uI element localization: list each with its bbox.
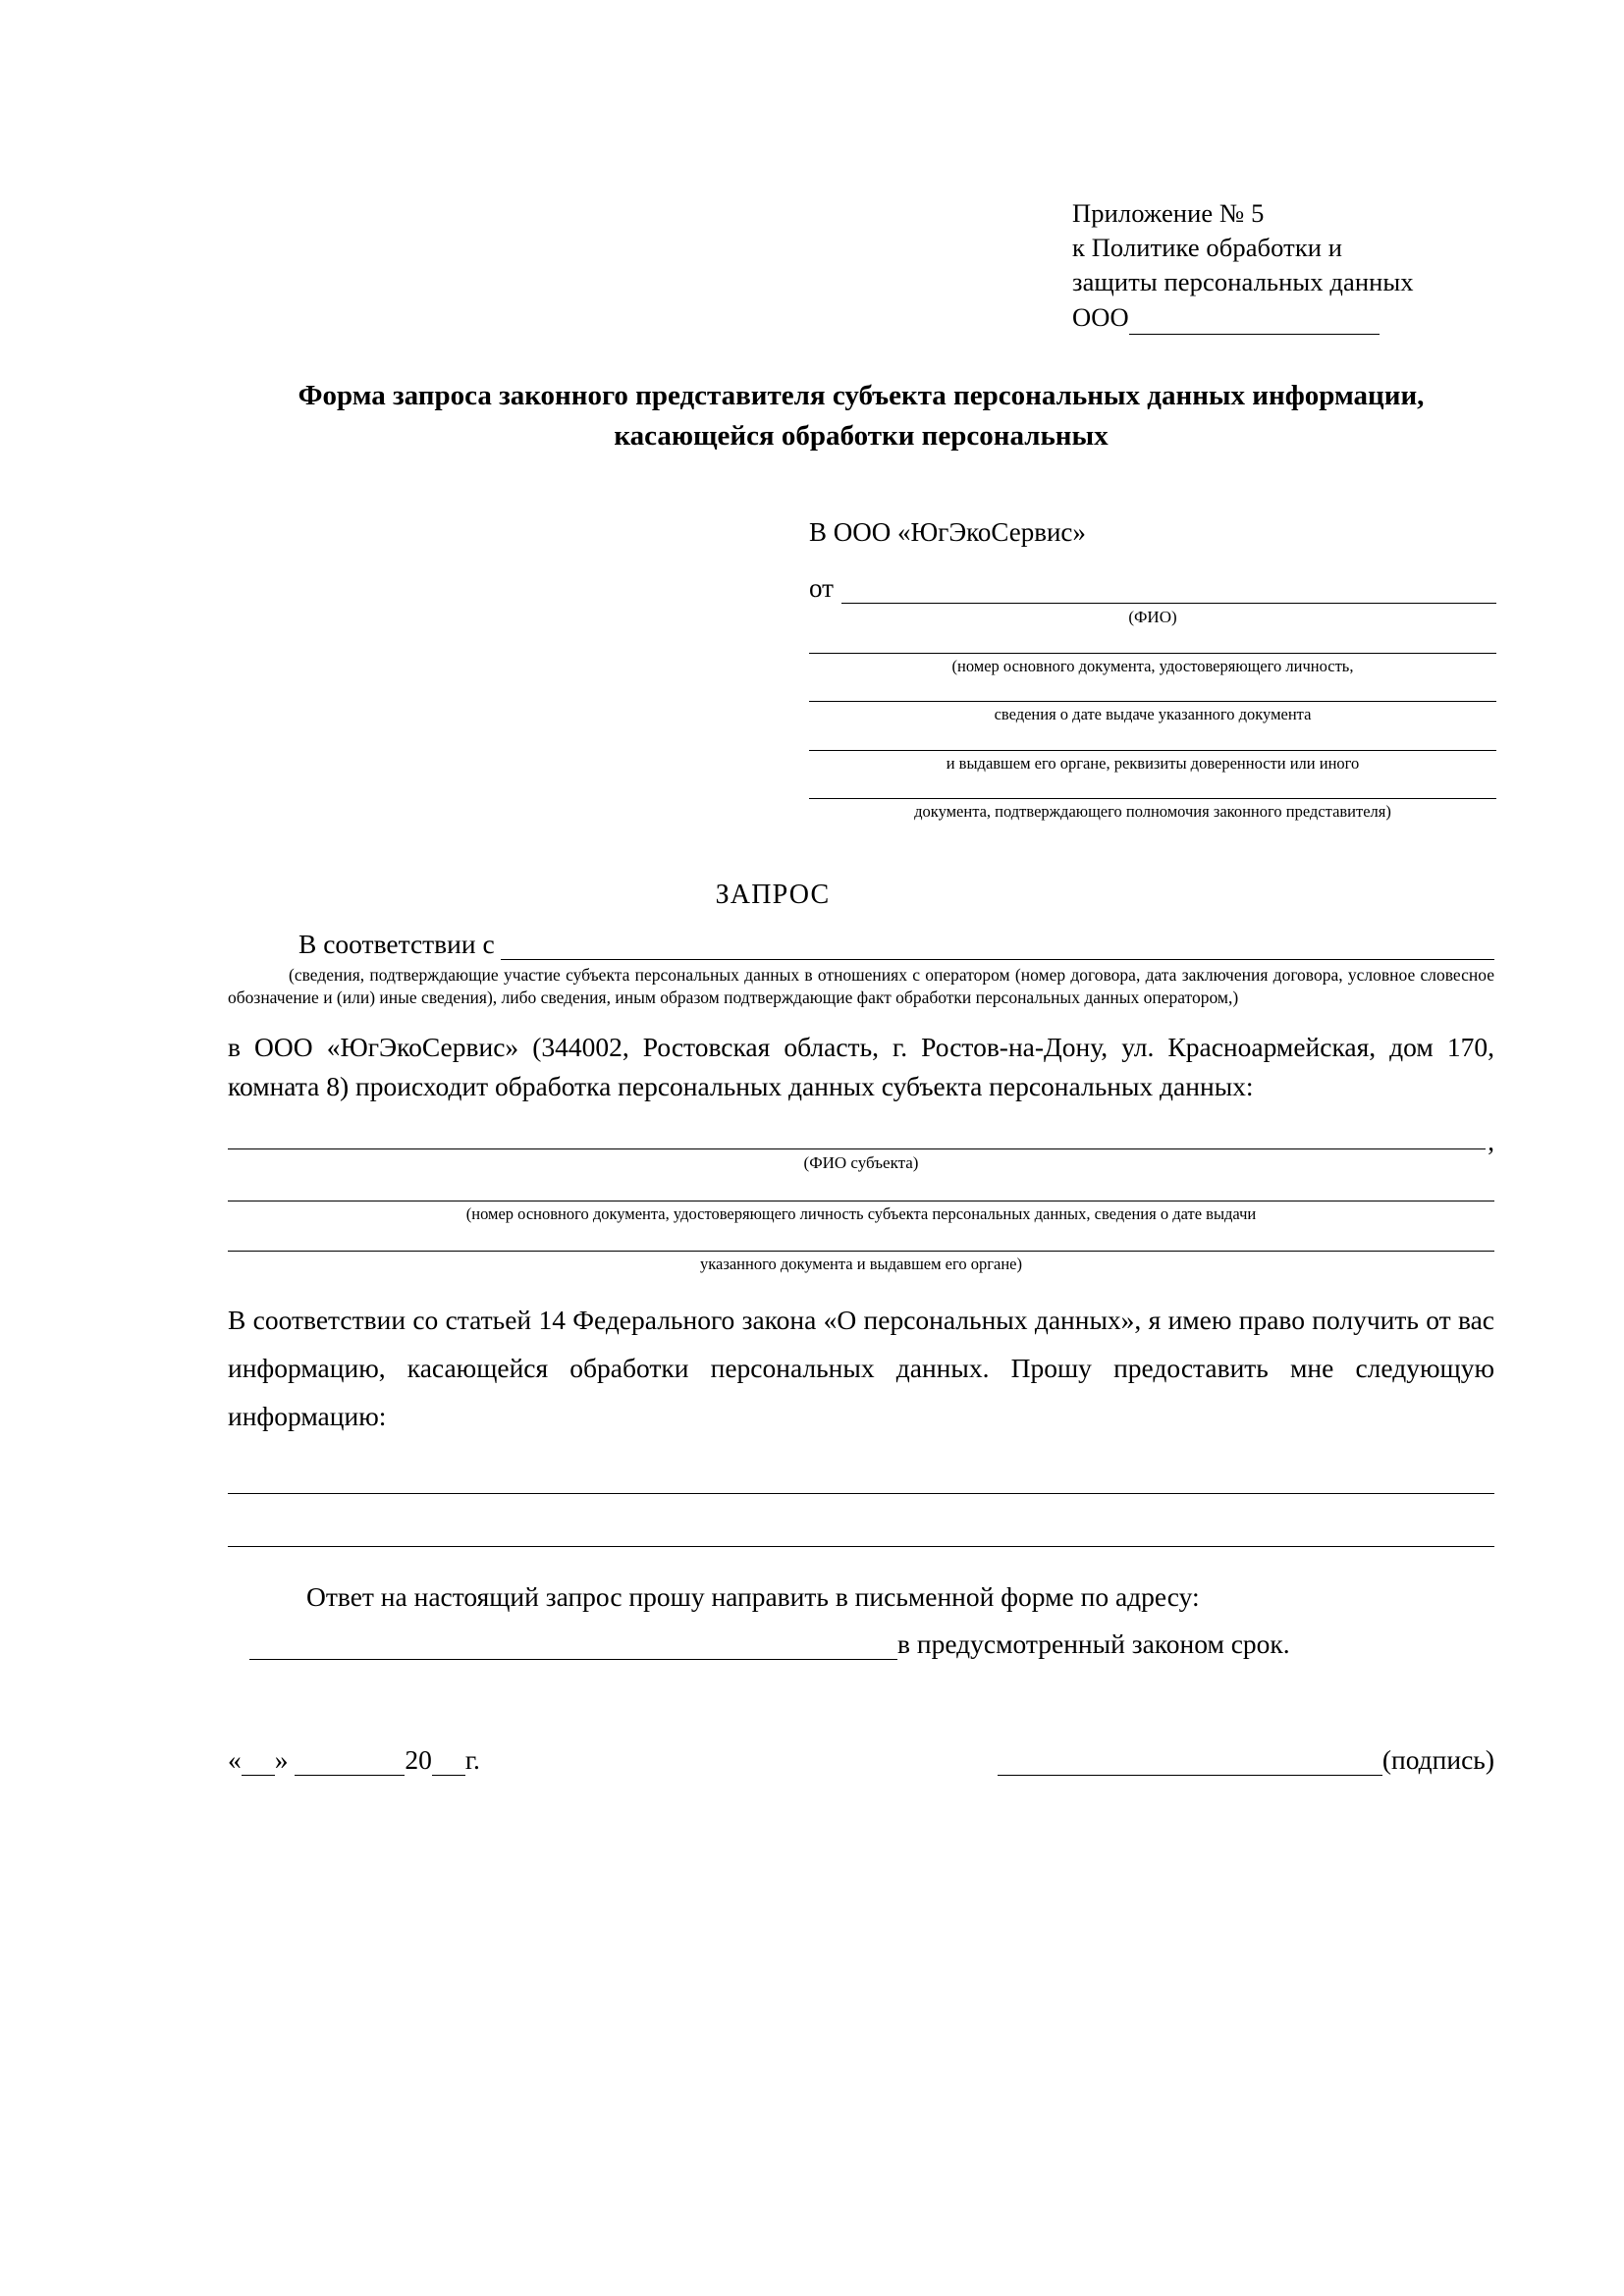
date-quote-close: » [274,1743,289,1775]
accordance-note-text: (сведения, подтверждающие участие субъекта персональных данных в отношениях с оператором (номер договора, дата заключения договора, условное словесное обозначение и (или) иные сведения), либо сведения, иным образом подтверждающие факт обработки персональных данных оператором,) [228,965,1494,1008]
date-day-blank [242,1749,275,1776]
date-month-blank [295,1749,405,1776]
caption-doc-3: и выдавшем его органе, реквизиты доверенности или иного [946,753,1360,773]
signature-field [998,1744,1494,1776]
doc-blank-4 [809,797,1496,799]
appendix-company-blank [1129,309,1380,335]
from-label: от [809,573,834,604]
document-body [228,196,1494,1776]
doc-blank-3 [809,749,1496,751]
date-year-suffix: г. [464,1743,480,1775]
from-row [809,573,1496,604]
addressee-company: В ООО «ЮгЭкоСервис» [809,517,1086,548]
date-year: 20 [405,1743,432,1775]
info-blank-1 [228,1492,1494,1494]
date-quote-open: « [228,1743,242,1775]
doc-blank-2 [809,700,1496,702]
appendix-line-2: к Политике обработки и [1072,233,1343,263]
subject-fio-row [228,1127,1494,1157]
signature-row [228,1744,1494,1776]
info-blank-2 [228,1545,1494,1547]
from-fio-blank [841,602,1496,604]
subject-fio-blank [228,1148,1486,1149]
caption-subject-fio: (ФИО субъекта) [803,1153,919,1173]
appendix-line-3: защиты персональных данных [1072,267,1414,297]
appendix-line-1: Приложение № 5 [1072,198,1265,228]
accordance-note [228,964,1494,1010]
caption-subject-doc-1: (номер основного документа, удостоверяющего личность субъекта персональных данных, сведения о дате выдачи [465,1203,1257,1223]
subject-doc-blank-1 [228,1200,1494,1201]
answer-paragraph: Ответ на настоящий запрос прошу направить в письменной форме по адресу: [306,1580,1200,1612]
page-title: Форма запроса законного представителя субъекта персональных данных информации, касающейся обработки персональных [298,379,1425,453]
answer-address-blank [249,1658,897,1660]
appendix-header [1072,196,1494,335]
accordance-blank [501,958,1494,960]
accordance-row [228,929,1494,960]
operator-paragraph: в ООО «ЮгЭкоСервис» (344002, Ростовская область, г. Ростов-на-Дону, ул. Красноармейская, дом 170, комната 8) происходит обработка персональных данных субъекта персональных данных: [228,1031,1494,1102]
appendix-company-line [1072,300,1494,335]
signature-blank [998,1749,1382,1776]
caption-doc-1: (номер основного документа, удостоверяющего личность, [951,656,1354,675]
accordance-label: В соответствии с [298,929,495,960]
subject-doc-blank-2 [228,1250,1494,1252]
request-heading: ЗАПРОС [715,880,831,911]
caption-subject-doc-2: указанного документа и выдавшем его органе) [700,1255,1022,1274]
doc-blank-1 [809,652,1496,654]
addressee-block [809,517,1496,823]
caption-fio: (ФИО) [1128,608,1177,627]
date-field [228,1744,480,1776]
caption-doc-2: сведения о дате выдаче указанного документа [994,705,1312,724]
answer-address-row [228,1629,1494,1660]
caption-doc-4: документа, подтверждающего полномочия законного представителя) [914,802,1391,822]
appendix-company-prefix: ООО [1072,301,1129,332]
answer-tail: в предусмотренный законом срок. [897,1628,1290,1659]
subject-fio-comma: , [1488,1127,1494,1157]
date-year-blank [432,1749,465,1776]
law-paragraph: В соответствии со статьей 14 Федерального закона «О персональных данных», я имею право получить от вас информацию, касающейся обработки персональных данных. Прошу предоставить мне следующую информацию: [228,1304,1494,1431]
signature-label: (подпись) [1381,1743,1494,1775]
